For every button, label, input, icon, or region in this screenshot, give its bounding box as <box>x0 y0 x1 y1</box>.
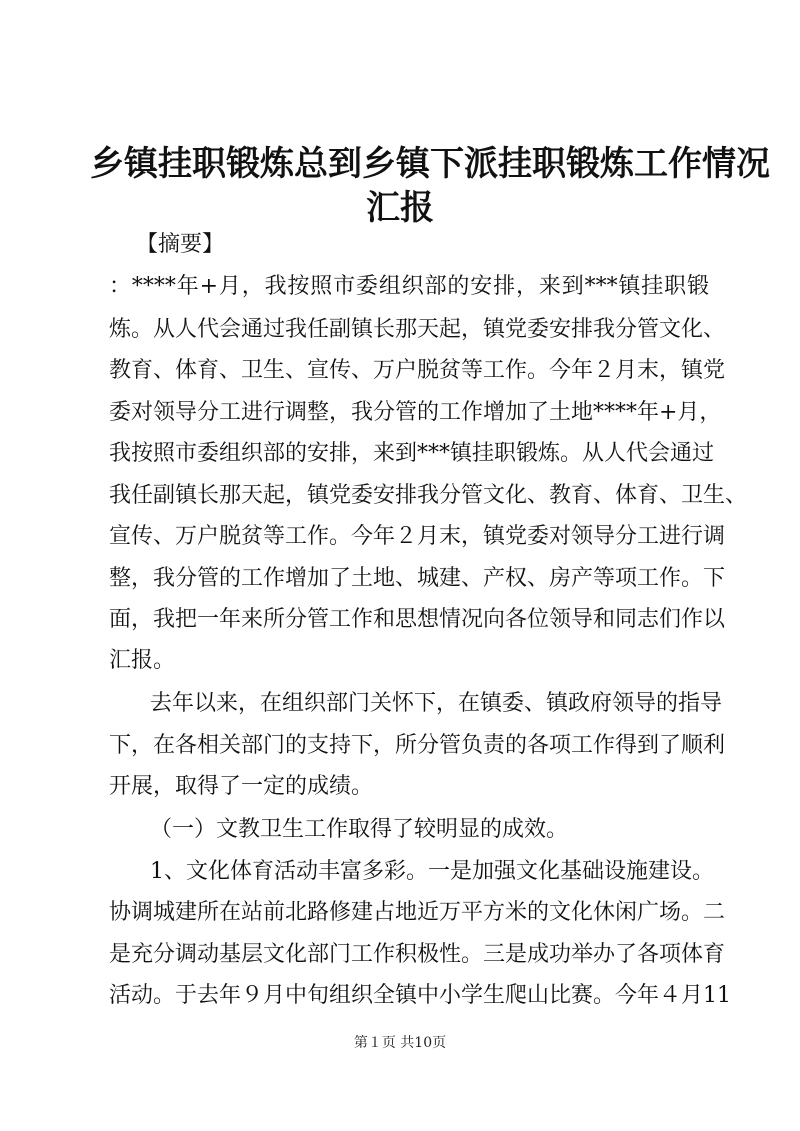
body-line: 宣传、万户脱贫等工作。今年２月末，镇党委对领导分工进行调 <box>109 524 726 549</box>
body-line: 开展，取得了一定的成绩。 <box>109 774 374 799</box>
body-line: 活动。于去年９月中旬组织全镇中小学生爬山比赛。今年４月11 <box>109 983 731 1008</box>
body-line: 1、文化体育活动丰富多彩。一是加强文化基础设施建设。 <box>150 859 714 884</box>
body-line: 面，我把一年来所分管工作和思想情况向各位领导和同志们作以 <box>109 607 726 632</box>
body-line: ：****年+月，我按照市委组织部的安排，来到***镇挂职锻 <box>109 274 709 299</box>
section-heading: （一）文教卫生工作取得了较明显的成效。 <box>150 817 569 842</box>
body-line: 我任副镇长那天起，镇党委安排我分管文化、教育、体育、卫生、 <box>109 483 748 508</box>
page-footer: 第１页 共10页 <box>353 1035 447 1051</box>
body-line: 委对领导分工进行调整，我分管的工作增加了土地****年+月， <box>109 400 722 425</box>
body-line: 去年以来，在组织部门关怀下，在镇委、镇政府领导的指导 <box>150 691 723 716</box>
abstract-label: 【摘要】 <box>136 232 225 257</box>
body-line: 教育、体育、卫生、宣传、万户脱贫等工作。今年２月末，镇党 <box>109 358 726 383</box>
body-line: 是充分调动基层文化部门工作积极性。三是成功举办了各项体育 <box>109 942 726 967</box>
document-title-line-2: 汇报 <box>366 188 434 228</box>
document-title-line-1: 乡镇挂职锻炼总到乡镇下派挂职锻炼工作情况 <box>90 144 770 184</box>
body-line: 整，我分管的工作增加了土地、城建、产权、房产等项工作。下 <box>109 566 726 591</box>
body-line: 我按照市委组织部的安排，来到***镇挂职锻炼。从人代会通过 <box>109 441 715 466</box>
body-line: 炼。从人代会通过我任副镇长那天起，镇党委安排我分管文化、 <box>109 317 726 342</box>
body-line: 协调城建所在站前北路修建占地近万平方米的文化休闲广场。二 <box>109 900 726 925</box>
body-line: 汇报。 <box>109 648 176 673</box>
body-line: 下，在各相关部门的支持下，所分管负责的各项工作得到了顺利 <box>109 733 726 758</box>
